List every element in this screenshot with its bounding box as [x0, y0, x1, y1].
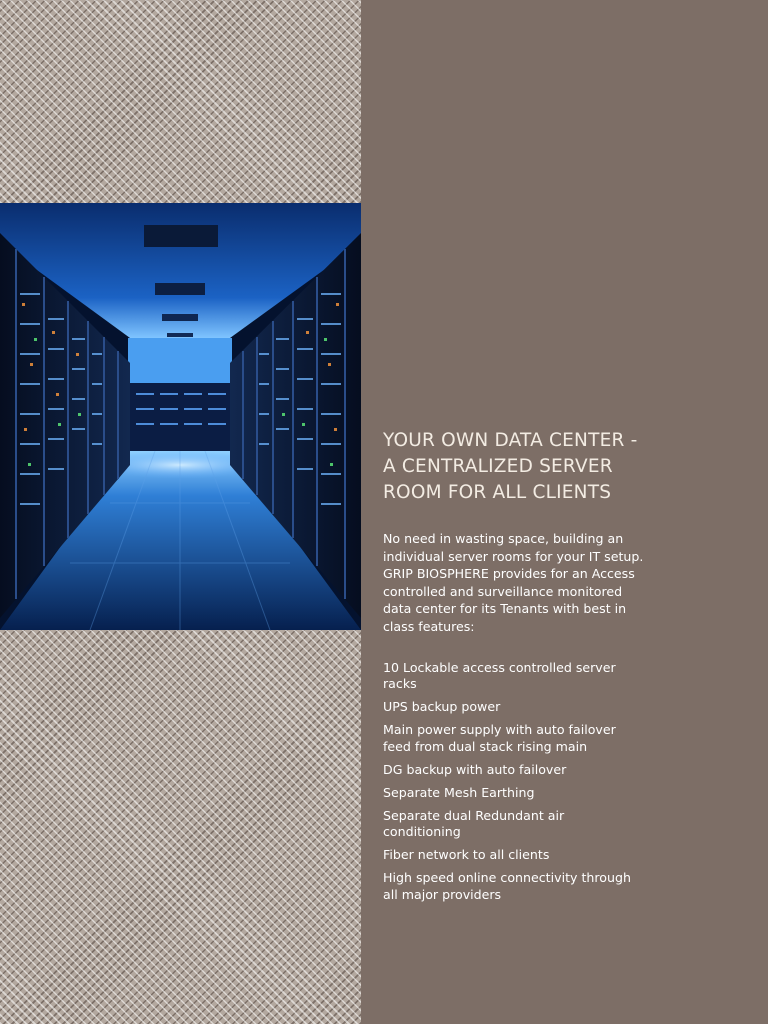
decorative-pattern-top: [0, 0, 361, 203]
feature-item: Separate dual Redundant air conditioning: [383, 807, 565, 840]
feature-item: High speed online connectivity through all major providers: [383, 870, 631, 902]
title-line: YOUR OWN DATA CENTER -: [383, 430, 638, 451]
feature-item: 10 Lockable access controlled server racks: [383, 659, 616, 692]
title-line: ROOM FOR ALL CLIENTS: [383, 482, 612, 503]
server-room-photo: [0, 203, 361, 630]
section-title: [383, 428, 753, 506]
feature-item: Separate Mesh Earthing: [383, 784, 535, 800]
intro-paragraph: No need in wasting space, building an individual server rooms for your IT setup. GRIP BIOSPHERE provides for an Access controlled and surveillance monitored data center for its Tenants with best in class features:: [383, 531, 644, 634]
feature-item: UPS backup power: [383, 699, 501, 715]
decorative-pattern-bottom: [0, 630, 361, 1024]
feature-item: Main power supply with auto failover feed from dual stack rising main: [383, 722, 616, 754]
feature-item: DG backup with auto failover: [383, 761, 567, 777]
title-line: A CENTRALIZED SERVER: [383, 456, 613, 477]
data-center-section: [383, 428, 753, 910]
feature-list: [383, 660, 645, 904]
feature-item: Fiber network to all clients: [383, 847, 550, 863]
